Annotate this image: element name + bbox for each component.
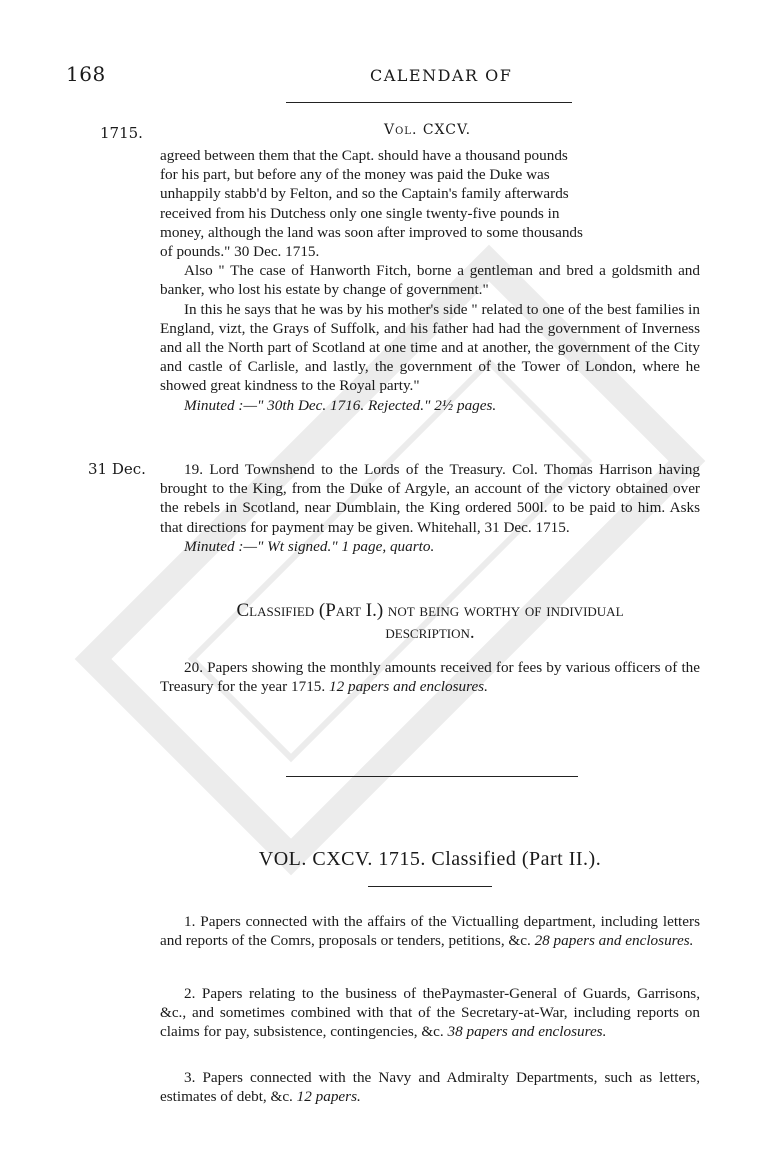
continuation-line: agreed between them that the Capt. should have a thousand pounds: [160, 147, 568, 164]
heading-line: description.: [385, 622, 475, 643]
item-text: 3. Papers connected with the Navy and Admiralty Departments, such as letters, estimates of debt, &c.: [160, 1069, 700, 1106]
page-number: 168: [66, 62, 106, 86]
pages-count: 2½ pages.: [434, 396, 497, 414]
continuation-line: for his part, but before any of the money was paid the Duke was: [160, 166, 550, 184]
also-paragraph: Also " The case of Hanworth Fitch, borne a gentleman and bred a goldsmith and banker, who lost his estate by change of government.": [160, 262, 700, 299]
continuation-line: money, although the land was soon after improved to some thousands: [160, 223, 583, 241]
in-this-paragraph: In this he says that he was by his mother's side " related to one of the best families in England, vizt, the Grays of Suffolk, and his father had had the government of Inverness and all the North part of Scotland at one time and at another, the government of the City and castle of Carlisle, and lastly, the government of the Tower of London, where he showed great kindness to the Royal party.": [160, 300, 700, 395]
continuation-line: received from his Dutchess only one single twenty-five pounds in: [160, 204, 560, 222]
entry-20-text: 20. Papers showing the monthly amounts received for fees by various officers of the Treasury for the year 1715. 12 papers and enclosures.: [160, 659, 700, 696]
margin-date: 31 Dec.: [88, 460, 146, 478]
continuation-block: [160, 146, 700, 415]
continuation-line: of pounds." 30 Dec. 1715.: [160, 243, 320, 261]
volume-heading: Vol. CXCV.: [384, 122, 472, 138]
heading-line: Classified (Part I.) not being worthy of individual: [236, 600, 624, 621]
part2-title: VOL. CXCV. 1715. Classified (Part II.).: [258, 848, 602, 870]
continuation-line: unhappily stabb'd by Felton, and so the Captain's family afterwards: [160, 185, 569, 203]
part2-item: [160, 984, 700, 1042]
pages-count: 12 papers.: [296, 1088, 361, 1106]
item-text: 2. Papers relating to the business of thePaymaster-General of Guards, Garrisons, &c., and sometimes combined with that of the Secretary-at-War, including reports on claims for pay, subsistence, contingencies, &c.: [160, 985, 700, 1041]
entry-19-text: 19. Lord Townshend to the Lords of the Treasury. Col. Thomas Harrison having brought to the King, from the Duke of Argyle, an account of the victory obtained over the rebels in Scotland, near Dumblain, the King ordered 500l. to be paid to him. Asks that directions for payment may be given. Whitehall, 31 Dec. 1715.: [160, 461, 700, 536]
part2-item: [160, 912, 700, 950]
minute-note: [160, 396, 700, 415]
margin-year: 1715.: [100, 124, 143, 142]
section-rule: [286, 776, 578, 777]
minute-text: Minuted :—" 30th Dec. 1716. Rejected.": [184, 396, 431, 414]
running-title: CALENDAR OF: [370, 66, 513, 85]
entry-19-note: [160, 537, 700, 556]
item-text: 1. Papers connected with the affairs of the Victualling department, including letters and reports of the Comrs, proposals or tenders, petitions, &c.: [160, 913, 700, 950]
pages-count: 12 papers and enclosures.: [329, 678, 488, 696]
pages-count: 1 page, quarto.: [341, 537, 435, 555]
entry-20: [160, 658, 700, 696]
classified-part1-heading: [160, 600, 700, 644]
part2-item: [160, 1068, 700, 1106]
entry-19: [160, 460, 700, 556]
minute-text: Minuted :—" Wt signed.": [184, 537, 338, 555]
pages-count: 38 papers and enclosures.: [447, 1023, 607, 1041]
title-rule: [368, 886, 492, 887]
pages-count: 28 papers and enclosures.: [534, 932, 694, 950]
header-rule: [286, 102, 572, 103]
